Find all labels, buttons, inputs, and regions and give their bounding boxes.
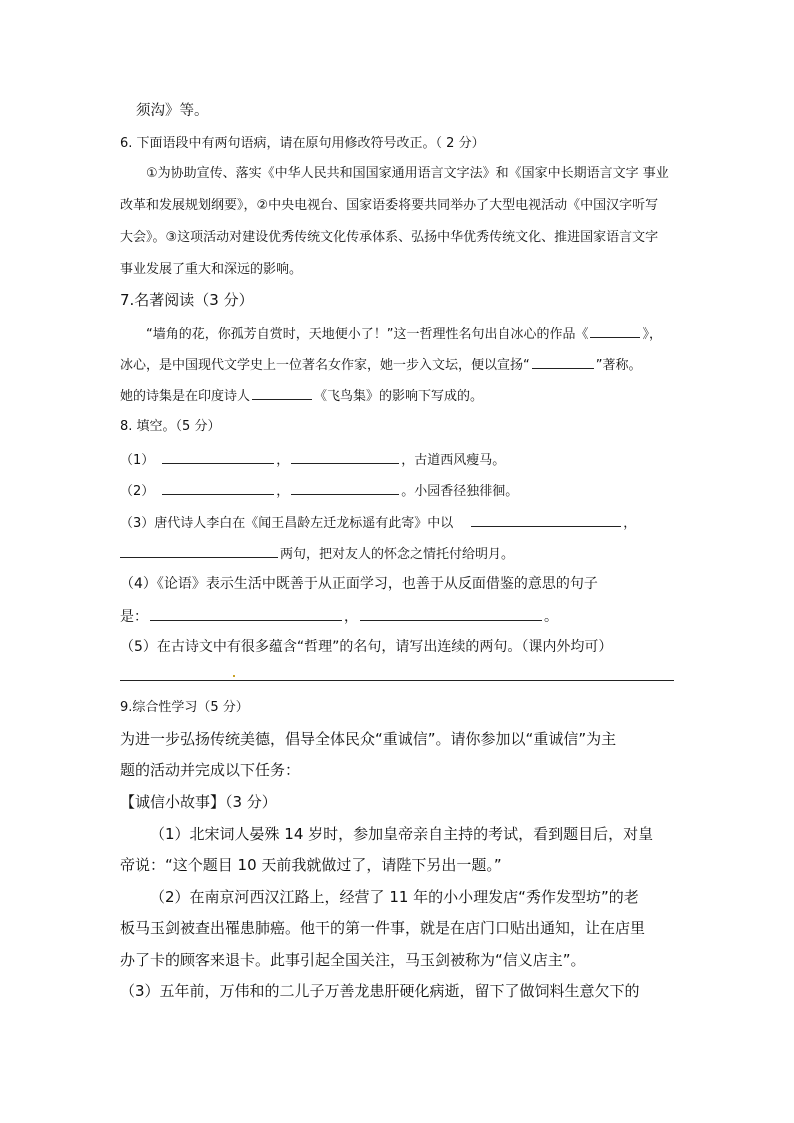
q7-blank-poet[interactable]	[252, 385, 312, 400]
q7-line1-end: 》，	[642, 327, 662, 342]
q8-item4-line1: （4）《论语》表示生活中既善于从正面学习，也善于从反面借鉴的意思的句子	[120, 576, 598, 592]
q8-item3-line1	[120, 512, 636, 534]
q8-item4-label: 是：	[120, 609, 148, 625]
q8-item1-blank-b[interactable]	[291, 449, 399, 464]
prev-text-tail: 须沟》等。	[136, 103, 209, 119]
q8-item3-blank-b[interactable]	[120, 543, 278, 558]
q8-title: 8. 填空。（5 分）	[120, 419, 221, 434]
q8-item2	[120, 480, 518, 502]
q8-item3-line2	[120, 543, 514, 565]
q7-line3-end: 《飞鸟集》的影响下写成的。	[314, 389, 484, 404]
q7-line1-text: “墙角的花，你孤芳自赏时，天地便小了！”这一哲理性名句出自冰心的作品《	[146, 327, 589, 342]
q9-title: 9.综合性学习（5 分）	[120, 700, 249, 715]
q7-line3-text: 她的诗集是在印度诗人	[120, 389, 251, 404]
q8-item3-text2: 两句，把对友人的怀念之情托付给明月。	[280, 547, 515, 562]
q9-story1-line1: （1）北宋词人晏殊 14 岁时，参加皇帝亲自主持的考试，看到题目后，对皇	[150, 825, 654, 843]
q6-paragraph-line3: 大会》。③这项活动对建设优秀传统文化传承体系、弘扬中华优秀传统文化、推进国家语言文字	[120, 230, 659, 245]
q6-title: 6. 下面语段中有两句语病，请在原句用修改符号改正。（ 2 分）	[120, 136, 485, 151]
q8-item2-comma: ，	[276, 484, 290, 499]
q8-item3-text: （3）唐代诗人李白在《闻王昌龄左迁龙标遥有此寄》中以	[120, 516, 454, 531]
q8-item1-blank-a[interactable]	[162, 449, 274, 464]
q8-item4-blank-a[interactable]	[150, 606, 342, 621]
q8-item1	[120, 449, 505, 471]
q9-story2-line2: 板马玉剑被查出罹患肺癌。他干的第一件事，就是在店门口贴出通知，让在店里	[120, 919, 646, 937]
q9-intro-line1: 为进一步弘扬传统美德，倡导全体民众“重诚信”。请你参加以“重诚信”为主	[120, 730, 617, 748]
q9-story3-line1: （3）五年前，万伟和的二儿子万善龙患肝硬化病逝，留下了做饲料生意欠下的	[120, 982, 640, 1000]
ink-speck	[233, 675, 235, 677]
q9-story2-line1: （2）在南京河西汉江路上，经营了 11 年的小小理发店“秀作发型坊”的老	[150, 888, 639, 906]
q8-item5-answer-line[interactable]	[120, 680, 674, 681]
q7-title: 7.名著阅读（3 分）	[120, 291, 254, 309]
q7-blank-work[interactable]	[590, 323, 640, 338]
q6-paragraph-line4: 事业发展了重大和深远的影响。	[120, 262, 303, 277]
q8-item1-num: （1）	[120, 453, 155, 468]
q6-paragraph-line2: 改革和发展规划纲要》，②中央电视台、国家语委将要共同举办了大型电视活动《中国汉字听写	[120, 198, 659, 213]
q7-blank-theme[interactable]	[532, 354, 594, 369]
q8-item2-blank-b[interactable]	[291, 480, 399, 495]
q8-item2-num: （2）	[120, 484, 155, 499]
q8-item2-text: 。小园香径独徘徊。	[401, 484, 519, 499]
q7-line1	[146, 323, 662, 345]
q8-item4-blank-b[interactable]	[360, 606, 542, 621]
q8-item1-comma: ，	[276, 453, 290, 468]
q8-item3-comma: ，	[623, 516, 637, 531]
q8-item3-blank-a[interactable]	[471, 512, 621, 527]
q8-item4-period: 。	[544, 609, 558, 625]
q6-paragraph-line1: ①为协助宣传、落实《中华人民共和国国家通用语言文字法》和《国家中长期语言文字 事业	[146, 166, 669, 181]
q8-item2-blank-a[interactable]	[162, 480, 274, 495]
q7-line3	[120, 385, 483, 407]
q9-intro-line2: 题的活动并完成以下任务：	[120, 761, 301, 779]
q8-item1-text: ，古道西风瘦马。	[401, 453, 506, 468]
q8-item4-comma: ，	[344, 609, 358, 625]
q7-line2	[120, 354, 642, 376]
q9-subtitle: 【诚信小故事】（3 分）	[120, 793, 277, 811]
q7-line2-text: 冰心，是中国现代文学史上一位著名女作家，她一步入文坛，便以宣扬“	[120, 358, 530, 373]
q7-line2-end: ”著称。	[595, 358, 642, 373]
q9-story2-line3: 办了卡的顾客来退卡。此事引起全国关注，马玉剑被称为“信义店主”。	[120, 951, 586, 969]
q8-item4-line2	[120, 606, 558, 627]
q8-item5: （5）在古诗文中有很多蕴含“哲理”的名句，请写出连续的两句。（课内外均可）	[120, 639, 613, 655]
q9-story1-line2: 帝说：“这个题目 10 天前我就做过了，请陛下另出一题。”	[120, 856, 502, 874]
